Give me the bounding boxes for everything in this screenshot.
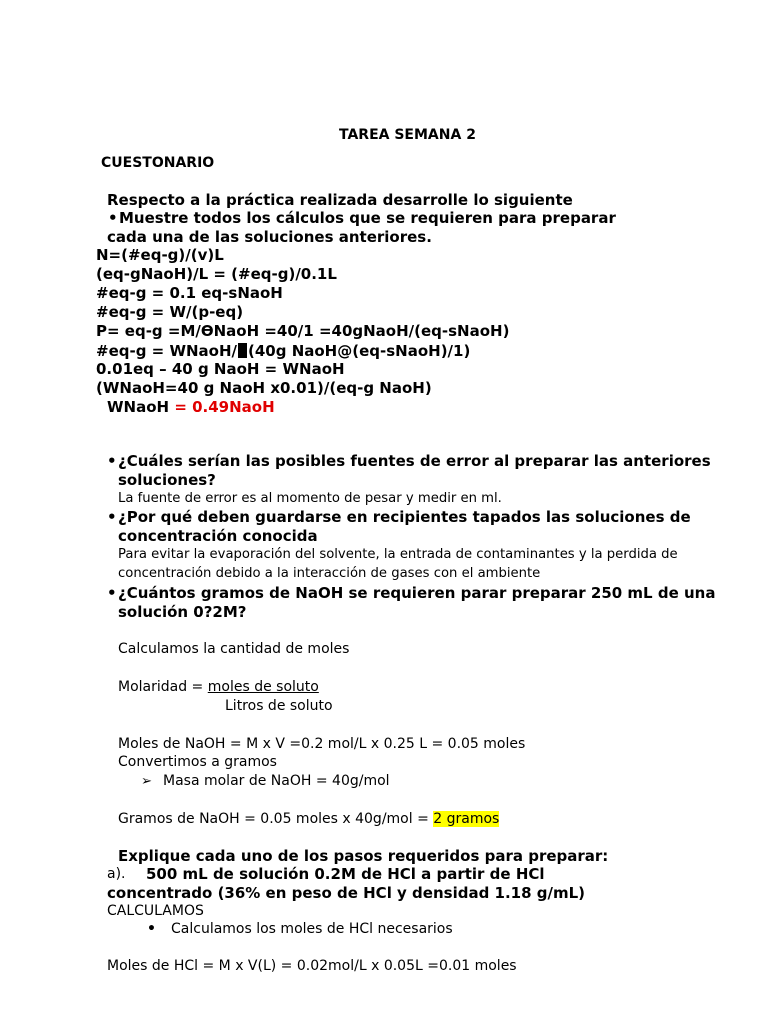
explique-heading: Explique cada uno de los pasos requeridos para preparar: — [118, 847, 609, 865]
question-3-line-1: ¿Cuántos gramos de NaOH se requieren parar preparar 250 mL de una — [118, 584, 716, 602]
question-3-line-2: solución 0?2M? — [118, 603, 247, 621]
question-2-line-1: ¿Por qué deben guardarse en recipientes tapados las soluciones de — [118, 508, 691, 526]
convert-grams: Convertimos a gramos — [118, 754, 277, 770]
redaction-block — [238, 343, 247, 358]
calc-line-3: #eq-g = 0.1 eq-sNaoH — [96, 284, 283, 302]
molaridad-numerator: moles de soluto — [207, 679, 319, 695]
question-1-line-1: ¿Cuáles serían las posibles fuentes de error al preparar las anteriores — [118, 452, 711, 470]
molaridad-label: Molaridad = — [118, 679, 208, 695]
molaridad-formula — [118, 680, 319, 694]
step-moles: Calculamos la cantidad de moles — [118, 641, 350, 657]
calc-line-4: #eq-g = W/(p-eq) — [96, 303, 244, 321]
result-line — [107, 400, 275, 415]
calc-line-8: (WNaoH=40 g NaoH x0.01)/(eq-g NaoH) — [96, 379, 432, 397]
question-1-line-2: soluciones? — [118, 471, 216, 489]
item-a-label: a). — [107, 866, 126, 882]
answer-2-line-2: concentración debido a la interacción de gases con el ambiente — [118, 566, 541, 581]
calc-line-7: 0.01eq – 40 g NaoH = WNaoH — [96, 360, 345, 378]
sub-bullet-hcl: Calculamos los moles de HCl necesarios — [171, 921, 453, 937]
gramos-label: Gramos de NaOH = 0.05 moles x 40g/mol = — [118, 811, 434, 827]
question-2-line-2: concentración conocida — [118, 527, 318, 545]
bullet-icon: • — [107, 584, 117, 602]
calc-line-6 — [96, 343, 470, 359]
moles-hcl: Moles de HCl = M x V(L) = 0.02mol/L x 0.05L =0.01 moles — [107, 958, 517, 974]
bullet-icon: • — [107, 508, 117, 526]
document-title: TAREA SEMANA 2 — [339, 127, 476, 143]
intro-text: Respecto a la práctica realizada desarrolle lo siguiente — [107, 191, 573, 209]
item-a-line-2: concentrado (36% en peso de HCl y densidad 1.18 g/mL) — [107, 884, 586, 902]
calc-line-5: P= eq-g =M/ϴNaoH =40/1 =40gNaoH/(eq-sNaoH) — [96, 322, 510, 340]
instruction-line-1: Muestre todos los cálculos que se requieren para preparar — [119, 209, 616, 227]
masa-molar: Masa molar de NaOH = 40g/mol — [163, 773, 390, 789]
result-label: WNaoH — [107, 398, 170, 416]
calculamos-heading: CALCULAMOS — [107, 903, 204, 919]
gramos-naoh — [118, 812, 499, 826]
item-a-line-1: 500 mL de solución 0.2M de HCl a partir de HCl — [146, 865, 545, 883]
calc-line-6-part-a: #eq-g = WNaoH/ — [96, 342, 238, 360]
calc-line-2: (eq-gNaoH)/L = (#eq-g)/0.1L — [96, 265, 337, 283]
moles-naoh: Moles de NaOH = M x V =0.2 mol/L x 0.25 L = 0.05 moles — [118, 736, 526, 752]
bullet-icon: • — [107, 452, 117, 470]
calc-line-6-part-b: (40g NaoH@(eq-sNaoH)/1) — [248, 342, 471, 360]
instruction-line-2: cada una de las soluciones anteriores. — [107, 228, 432, 246]
result-value: = 0.49NaoH — [169, 398, 275, 416]
calc-line-1: N=(#eq-g)/(v)L — [96, 246, 224, 264]
section-heading: CUESTONARIO — [101, 155, 215, 171]
bullet-icon: • — [108, 209, 118, 227]
arrow-bullet-icon: ➢ — [141, 774, 153, 789]
bullet-icon: • — [147, 921, 156, 937]
answer-1: La fuente de error es al momento de pesar y medir en ml. — [118, 491, 502, 506]
answer-2-line-1: Para evitar la evaporación del solvente, la entrada de contaminantes y la perdida de — [118, 547, 678, 562]
gramos-value-highlight: 2 gramos — [433, 811, 500, 827]
molaridad-denominator: Litros de soluto — [225, 698, 333, 714]
